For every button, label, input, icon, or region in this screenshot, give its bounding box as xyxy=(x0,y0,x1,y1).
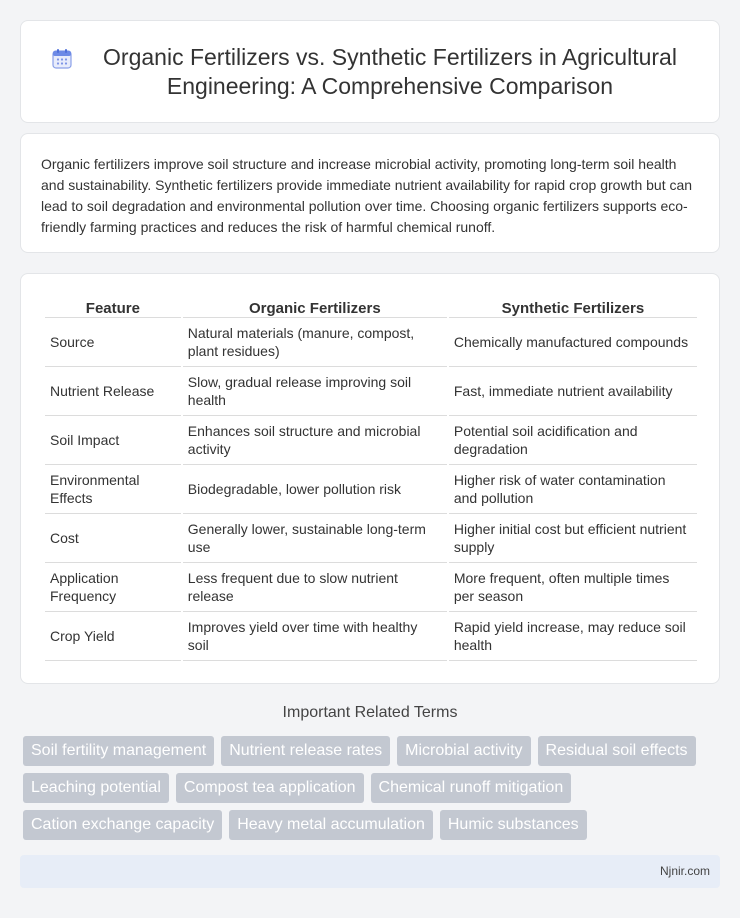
related-terms-heading: Important Related Terms xyxy=(282,704,458,721)
table-row xyxy=(45,367,697,416)
table-cell: Nutrient Release xyxy=(45,367,181,416)
table-row xyxy=(45,318,697,367)
intro-text: Organic fertilizers improve soil structure and increase microbial activity, promoting long-term soil health and sustainability. Synthetic fertilizers provide immediate nutrient availability for rapid crop growth but can lead to soil degradation and environmental pollution over time. Choosing organic fertilizers supports eco-friendly farming practices and reduces the risk of harmful chemical runoff. xyxy=(41,156,693,235)
footer xyxy=(20,855,720,888)
related-term-tag[interactable]: Soil fertility management xyxy=(23,736,214,766)
page-title: Organic Fertilizers vs. Synthetic Fertilizers in Agricultural Engineering: A Comprehensive Comparison xyxy=(103,43,677,99)
table-cell: Generally lower, sustainable long-term use xyxy=(183,514,447,563)
related-term-tag[interactable]: Compost tea application xyxy=(176,773,364,803)
table-header-row xyxy=(45,296,697,318)
table-cell: Chemically manufactured compounds xyxy=(449,318,697,367)
table-row xyxy=(45,563,697,612)
table-cell: Soil Impact xyxy=(45,416,181,465)
related-term-tag[interactable]: Chemical runoff mitigation xyxy=(371,773,572,803)
table-row xyxy=(45,514,697,563)
table-cell: Potential soil acidification and degradation xyxy=(449,416,697,465)
table-row xyxy=(45,465,697,514)
column-header: Organic Fertilizers xyxy=(183,296,447,318)
table-cell: More frequent, often multiple times per season xyxy=(449,563,697,612)
table-cell: Biodegradable, lower pollution risk xyxy=(183,465,447,514)
table-cell: Source xyxy=(45,318,181,367)
table-cell: Higher initial cost but efficient nutrient supply xyxy=(449,514,697,563)
intro-card xyxy=(20,133,720,253)
related-term-tag[interactable]: Residual soil effects xyxy=(538,736,696,766)
related-term-tag[interactable]: Cation exchange capacity xyxy=(23,810,222,840)
related-term-tag[interactable]: Nutrient release rates xyxy=(221,736,390,766)
table-cell: Improves yield over time with healthy soil xyxy=(183,612,447,661)
table-cell: Slow, gradual release improving soil health xyxy=(183,367,447,416)
table-cell: Application Frequency xyxy=(45,563,181,612)
related-term-tag[interactable]: Heavy metal accumulation xyxy=(229,810,433,840)
tag-row xyxy=(23,810,723,840)
table-cell: Environmental Effects xyxy=(45,465,181,514)
related-terms-list xyxy=(23,736,723,847)
comparison-table xyxy=(43,296,699,661)
table-cell: Fast, immediate nutrient availability xyxy=(449,367,697,416)
related-term-tag[interactable]: Humic substances xyxy=(440,810,587,840)
tag-row xyxy=(23,736,723,766)
table-row xyxy=(45,612,697,661)
column-header: Feature xyxy=(45,296,181,318)
column-header: Synthetic Fertilizers xyxy=(449,296,697,318)
table-cell: Crop Yield xyxy=(45,612,181,661)
table-cell: Cost xyxy=(45,514,181,563)
table-cell: Enhances soil structure and microbial activity xyxy=(183,416,447,465)
title-card xyxy=(20,20,720,123)
comparison-card xyxy=(20,273,720,684)
table-row xyxy=(45,416,697,465)
tag-row xyxy=(23,773,723,803)
related-term-tag[interactable]: Leaching potential xyxy=(23,773,169,803)
table-cell: Natural materials (manure, compost, plant residues) xyxy=(183,318,447,367)
table-cell: Higher risk of water contamination and pollution xyxy=(449,465,697,514)
footer-site-link[interactable]: Njnir.com xyxy=(659,864,710,878)
related-term-tag[interactable]: Microbial activity xyxy=(397,736,530,766)
table-cell: Less frequent due to slow nutrient release xyxy=(183,563,447,612)
table-cell: Rapid yield increase, may reduce soil health xyxy=(449,612,697,661)
